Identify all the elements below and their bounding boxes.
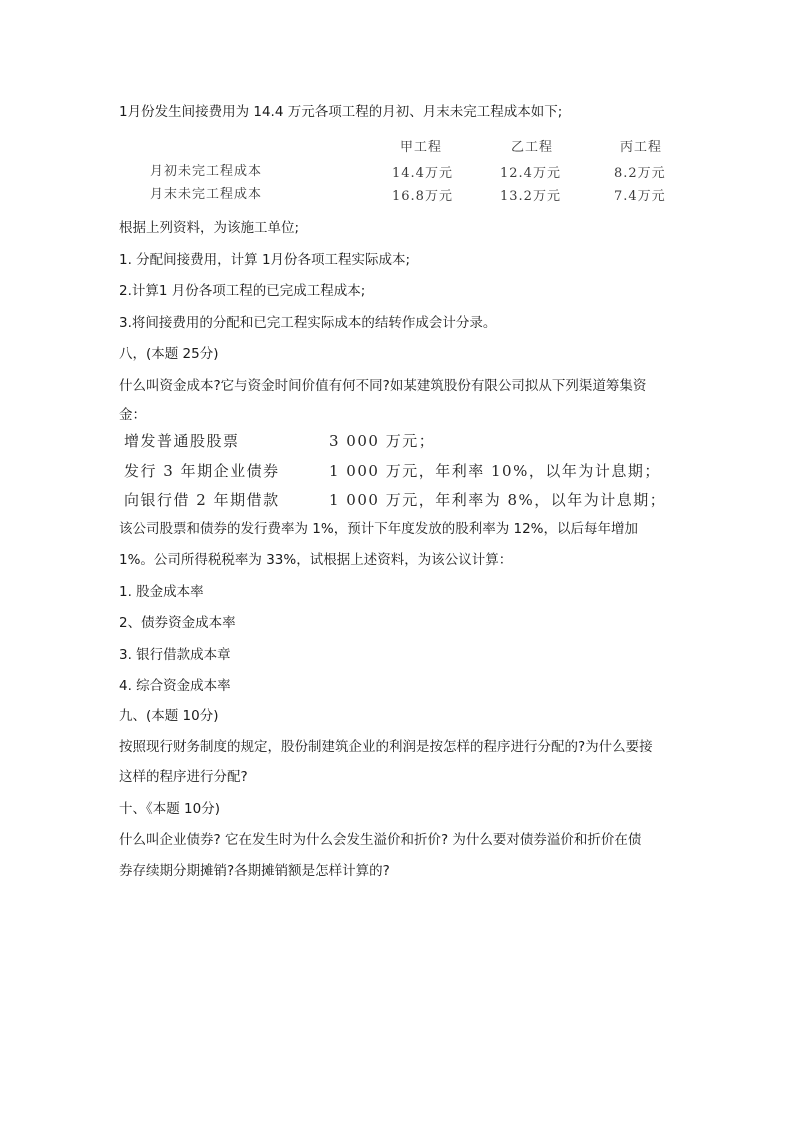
funding-source-2: 发行 3 年期企业债券 (124, 462, 280, 480)
q8-item-3: 3. 银行借款成本章 (119, 647, 231, 663)
col-header-jia: 甲工程 (400, 140, 443, 155)
q8-heading: 八，(本题 25分) (119, 346, 219, 362)
q8-question-line-2: 金： (119, 407, 146, 423)
cell-closing-jia: 16.8万元 (392, 189, 453, 204)
q10-heading: 十、《本题 10分) (119, 801, 220, 817)
q7-item-3: 3.将间接费用的分配和已完工程实际成本的结转作成会计分录。 (119, 315, 497, 331)
row-label-opening: 月初未完工程成本 (150, 164, 263, 179)
q8-item-2: 2、债券资金成本率 (119, 615, 236, 631)
cell-opening-bing: 8.2万元 (614, 166, 666, 181)
q8-item-4: 4. 综合资金成本率 (119, 678, 231, 694)
funding-detail-1: 3 000 万元； (329, 432, 436, 450)
cell-opening-yi: 12.4万元 (500, 166, 561, 181)
q9-question-line-2: 这样的程序进行分配? (119, 769, 248, 785)
q8-body-line-1: 该公司股票和债券的发行费率为 1%，预计下年度发放的股利率为 12%，以后每年增加 (119, 521, 639, 537)
q7-item-1: 1. 分配间接费用，计算 1月份各项工程实际成本; (119, 252, 411, 268)
q10-question-line-2: 券存续期分期摊销?各期摊销额是怎样计算的? (119, 863, 390, 879)
q8-body-line-2: 1%。公司所得税税率为 33%，试根据上述资料，为该公议计算： (119, 552, 513, 568)
cell-opening-jia: 14.4万元 (392, 166, 453, 181)
q7-lead: 根据上列资料，为该施工单位; (119, 220, 300, 236)
q9-heading: 九、(本题 10分) (119, 708, 219, 724)
funding-detail-3: 1 000 万元，年利率为 8%，以年为计息期； (329, 491, 667, 509)
q8-question-line-1: 什么叫资金成本?它与资金时间价值有何不同?如某建筑股份有限公司拟从下列渠道筹集资 (119, 378, 647, 394)
row-label-closing: 月末未完工程成本 (150, 187, 263, 202)
q10-question-line-1: 什么叫企业债券? 它在发生时为什么会发生溢价和折价? 为什么要对债券溢价和折价在债 (119, 832, 642, 848)
q7-item-2: 2.计算1 月份各项工程的已完成工程成本; (119, 283, 366, 299)
intro-line: 1月份发生间接费用为 14.4 万元各项工程的月初、月末未完工程成本如下; (119, 104, 563, 120)
q9-question-line-1: 按照现行财务制度的规定，股份制建筑企业的利润是按怎样的程序进行分配的?为什么要接 (119, 739, 653, 755)
col-header-yi: 乙工程 (511, 140, 554, 155)
funding-detail-2: 1 000 万元，年利率 10%，以年为计息期； (329, 462, 661, 480)
funding-source-3: 向银行借 2 年期借款 (124, 491, 280, 509)
q8-item-1: 1. 股金成本率 (119, 584, 204, 600)
funding-source-1: 增发普通股股票 (124, 432, 240, 450)
cell-closing-bing: 7.4万元 (614, 189, 666, 204)
cell-closing-yi: 13.2万元 (500, 189, 561, 204)
col-header-bing: 丙工程 (620, 140, 663, 155)
